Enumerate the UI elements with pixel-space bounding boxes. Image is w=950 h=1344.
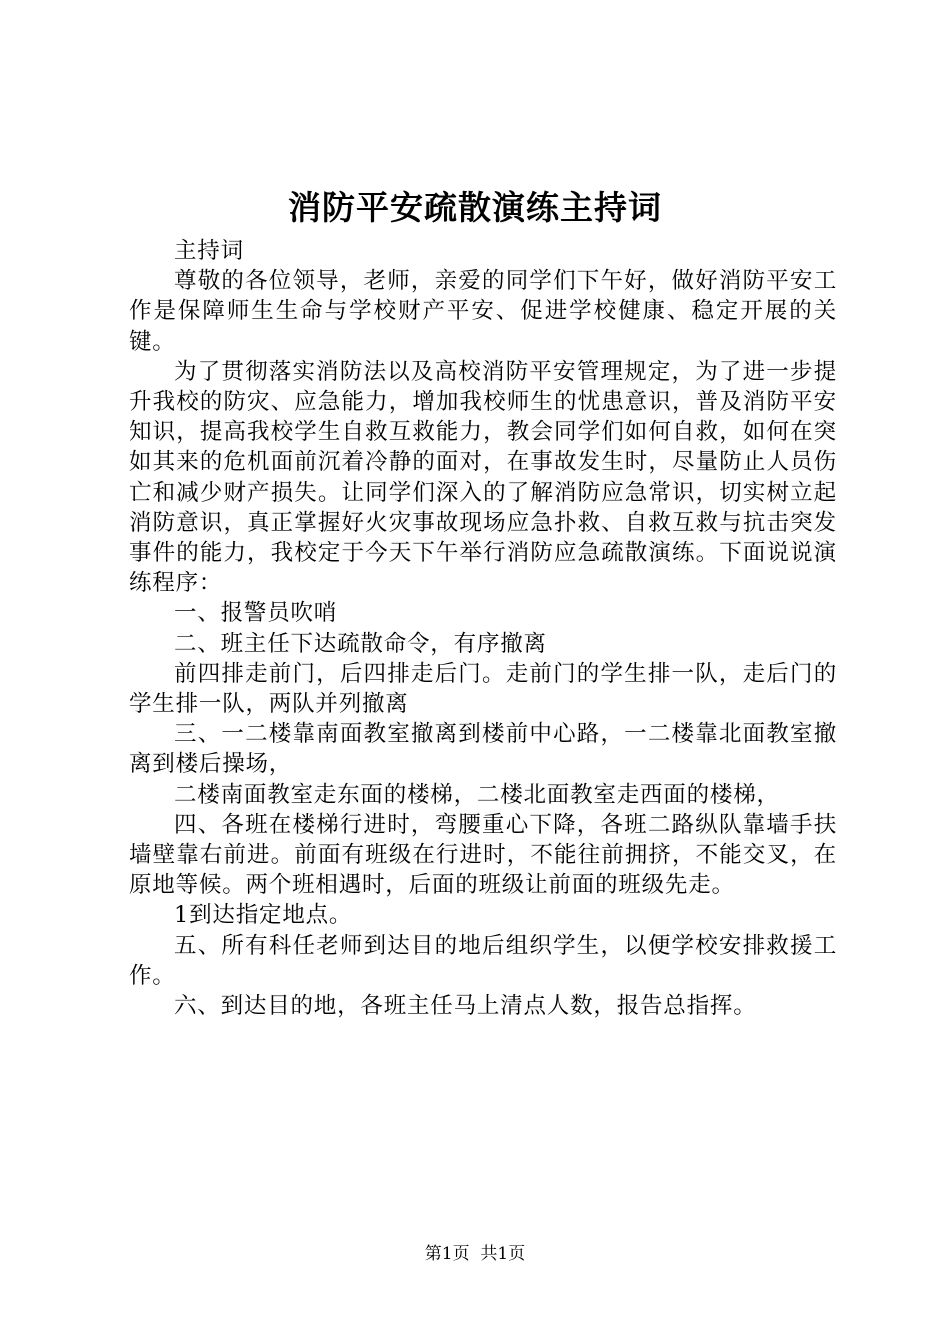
paragraph-step-3-detail: 二楼南面教室走东面的楼梯，二楼北面教室走西面的楼梯， bbox=[174, 781, 780, 808]
paragraph-greeting: 尊敬的各位领导，老师，亲爱的同学们下午好，做好消防平安工作是保障师生生命与学校财产平安、促进学校健康、稳定开展的关键。 bbox=[129, 268, 837, 355]
paragraph-step-1: 一、报警员吹哨 bbox=[174, 600, 338, 627]
paragraph-purpose: 为了贯彻落实消防法以及高校消防平安管理规定，为了进一步提升我校的防灾、应急能力，增加我校师生的忧患意识，普及消防平安知识，提高我校学生自救互救能力，教会同学们如何自救，如何在突如其来的危机面前沉着冷静的面对，在事故发生时，尽量防止人员伤亡和减少财产损失。让同学们深入的了解消防应急常识，切实树立起消防意识，真正掌握好火灾事故现场应急扑救、自救互救与抗击突发事件的能力，我校定于今天下午举行消防应急疏散演练。下面说说演练程序： bbox=[129, 358, 837, 597]
paragraph-step-4: 四、各班在楼梯行进时，弯腰重心下降，各班二路纵队靠墙手扶墙壁靠右前进。前面有班级在行进时，不能往前拥挤，不能交叉，在原地等候。两个班相遇时，后面的班级让前面的班级先走。 bbox=[129, 811, 837, 899]
document-body bbox=[129, 236, 837, 1021]
paragraph-arrival: 1到达指定地点。 bbox=[174, 902, 353, 929]
paragraph-step-2-detail: 前四排走前门，后四排走后门。走前门的学生排一队，走后门的学生排一队，两队并列撤离 bbox=[129, 660, 837, 718]
paragraph-step-6: 六、到达目的地，各班主任马上清点人数，报告总指挥。 bbox=[174, 993, 757, 1020]
paragraph-heading: 主持词 bbox=[174, 238, 244, 264]
paragraph-step-2: 二、班主任下达疏散命令，有序撤离 bbox=[174, 630, 547, 657]
page-total: 共1页 bbox=[480, 1244, 526, 1264]
document-title: 消防平安疏散演练主持词 bbox=[288, 188, 662, 227]
page-number: 第1页 bbox=[424, 1244, 470, 1264]
paragraph-step-5: 五、所有科任老师到达目的地后组织学生，以便学校安排救援工作。 bbox=[129, 932, 837, 989]
page-footer bbox=[0, 1243, 950, 1265]
paragraph-step-3: 三、一二楼靠南面教室撤离到楼前中心路，一二楼靠北面教室撤离到楼后操场， bbox=[129, 721, 837, 778]
